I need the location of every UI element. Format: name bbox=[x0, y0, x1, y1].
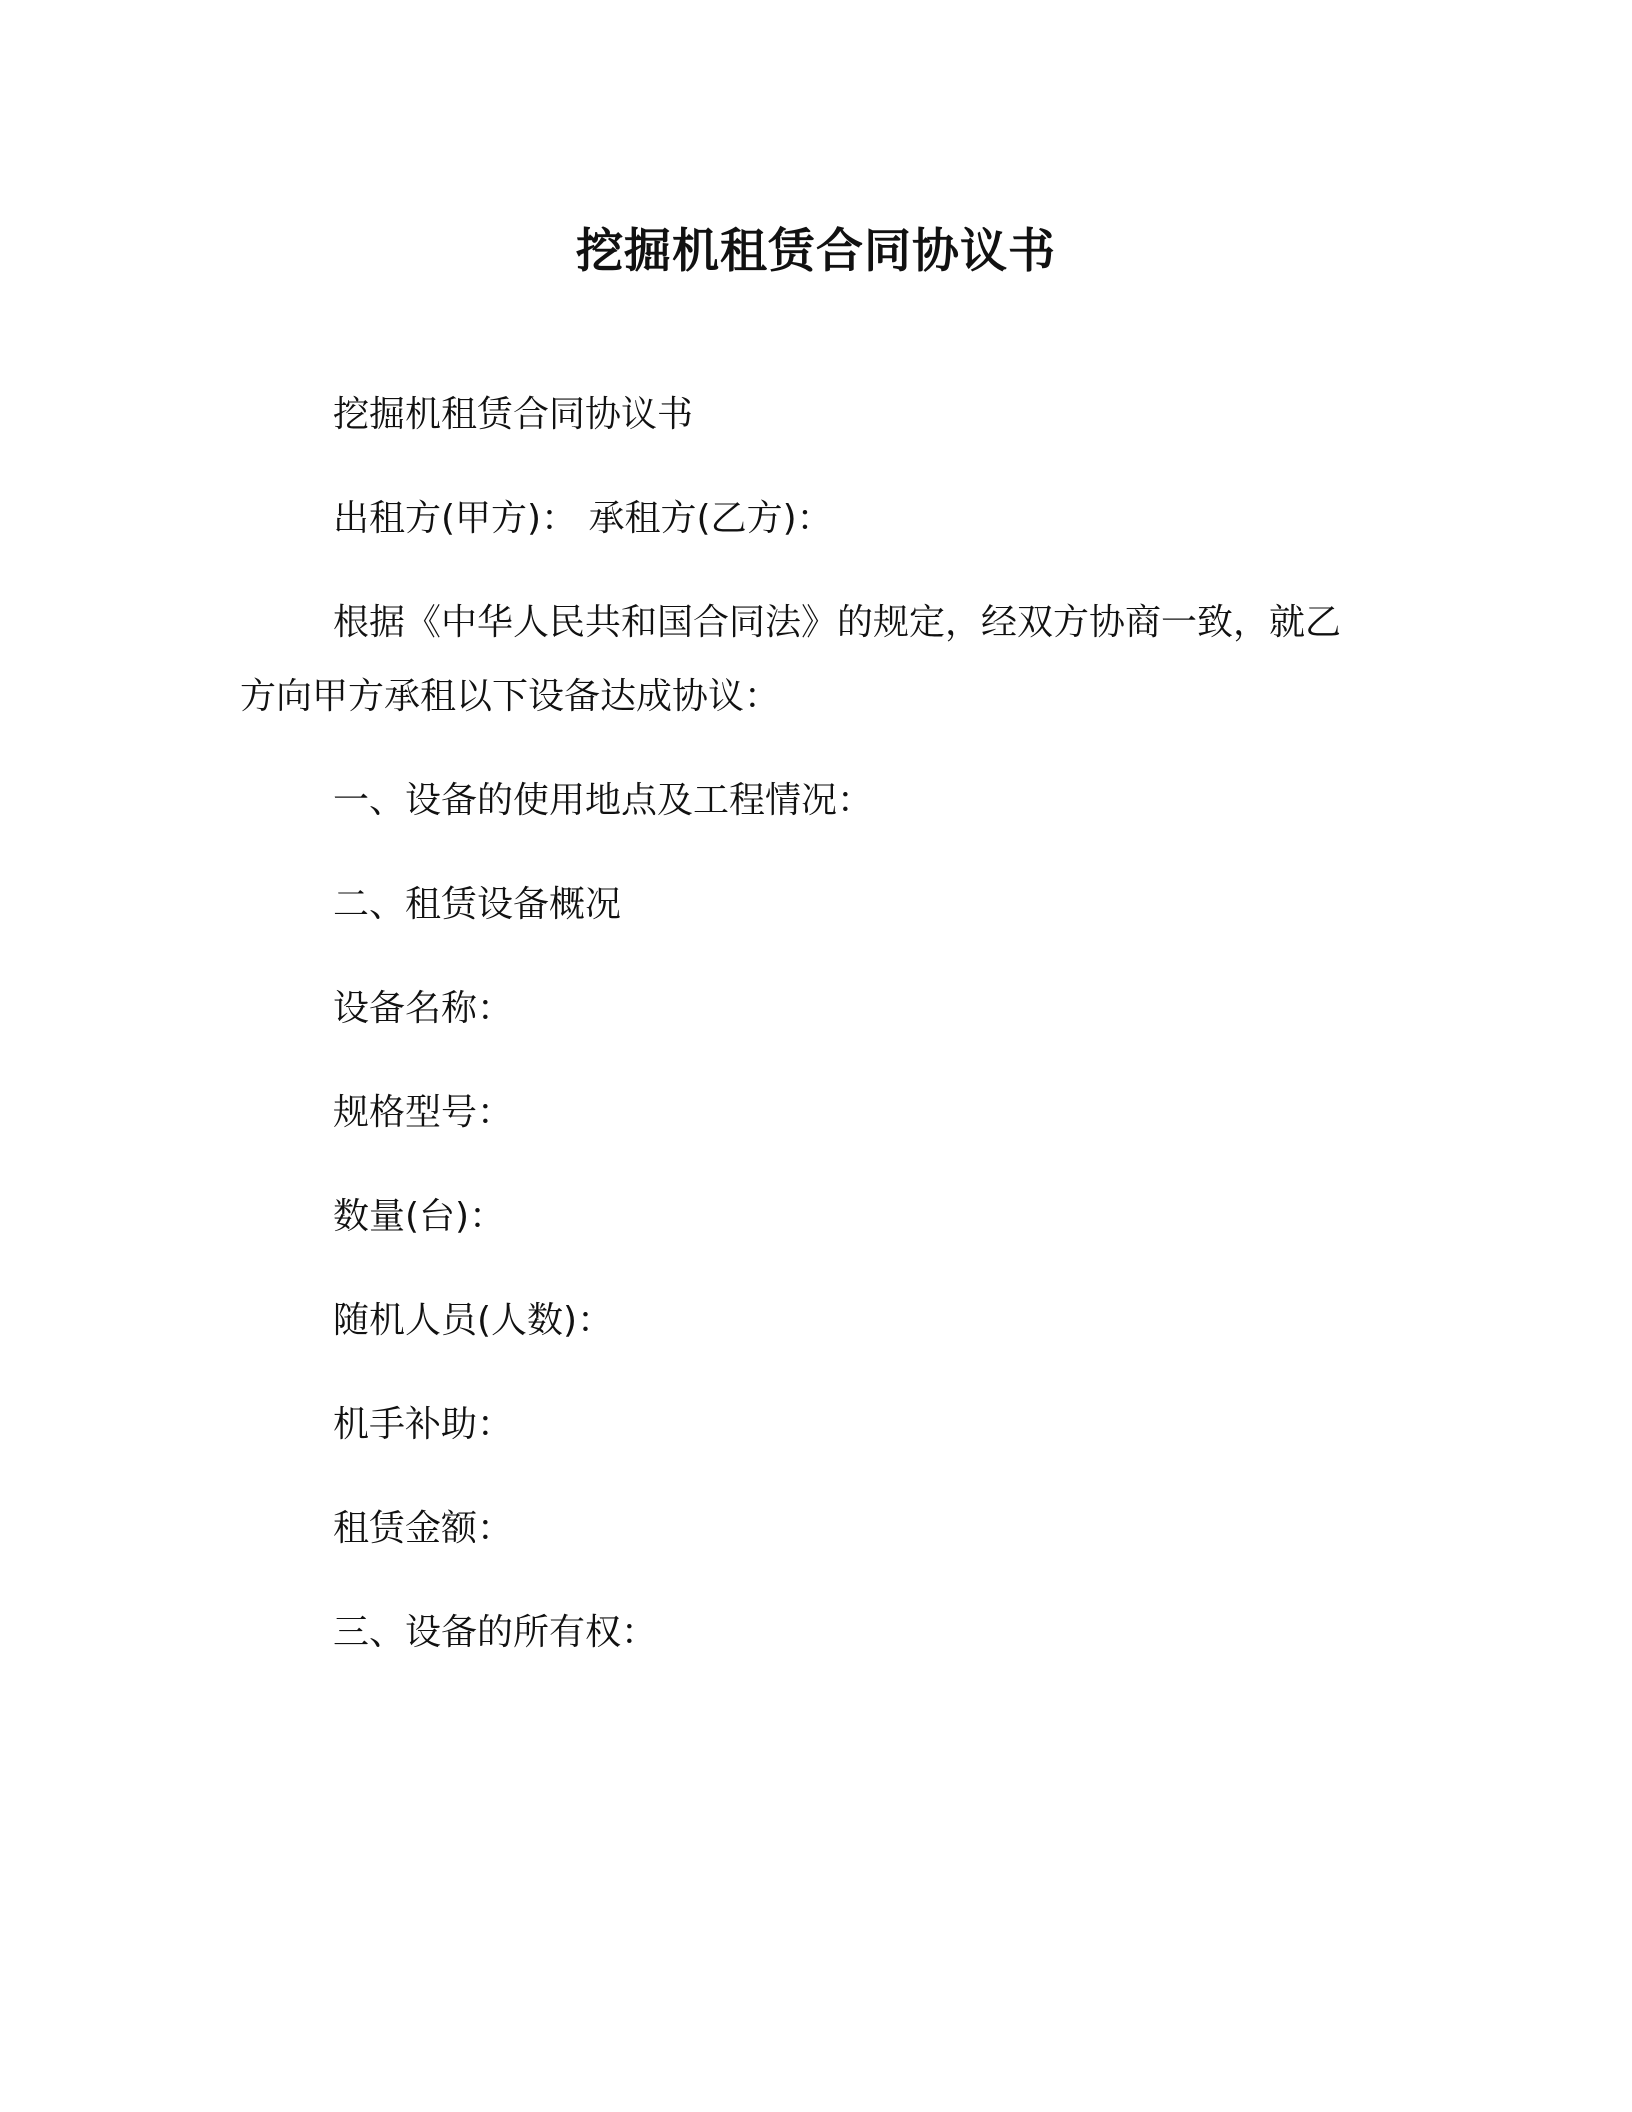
operator-subsidy-field: 机手补助： bbox=[333, 1404, 514, 1445]
quantity-field: 数量(台)： bbox=[333, 1196, 506, 1237]
parties-paragraph: 出租方(甲方)： 承租方(乙方)： bbox=[333, 498, 833, 539]
staff-count-field: 随机人员(人数)： bbox=[333, 1300, 614, 1341]
section-three-heading: 三、设备的所有权： bbox=[333, 1612, 658, 1653]
section-two-heading: 二、租赁设备概况 bbox=[333, 884, 622, 925]
model-spec-field: 规格型号： bbox=[333, 1092, 514, 1133]
section-one-heading: 一、设备的使用地点及工程情况： bbox=[333, 780, 874, 821]
preamble-paragraph: 根据《中华人民共和国合同法》的规定，经双方协商一致，就乙方向甲方承租以下设备达成协议： bbox=[240, 602, 1342, 717]
subtitle-paragraph: 挖掘机租赁合同协议书 bbox=[333, 394, 694, 435]
equipment-name-field: 设备名称： bbox=[333, 988, 514, 1029]
document-title: 挖掘机租赁合同协议书 bbox=[576, 224, 1056, 279]
rental-amount-field: 租赁金额： bbox=[333, 1508, 514, 1549]
document-body bbox=[240, 392, 1372, 1714]
